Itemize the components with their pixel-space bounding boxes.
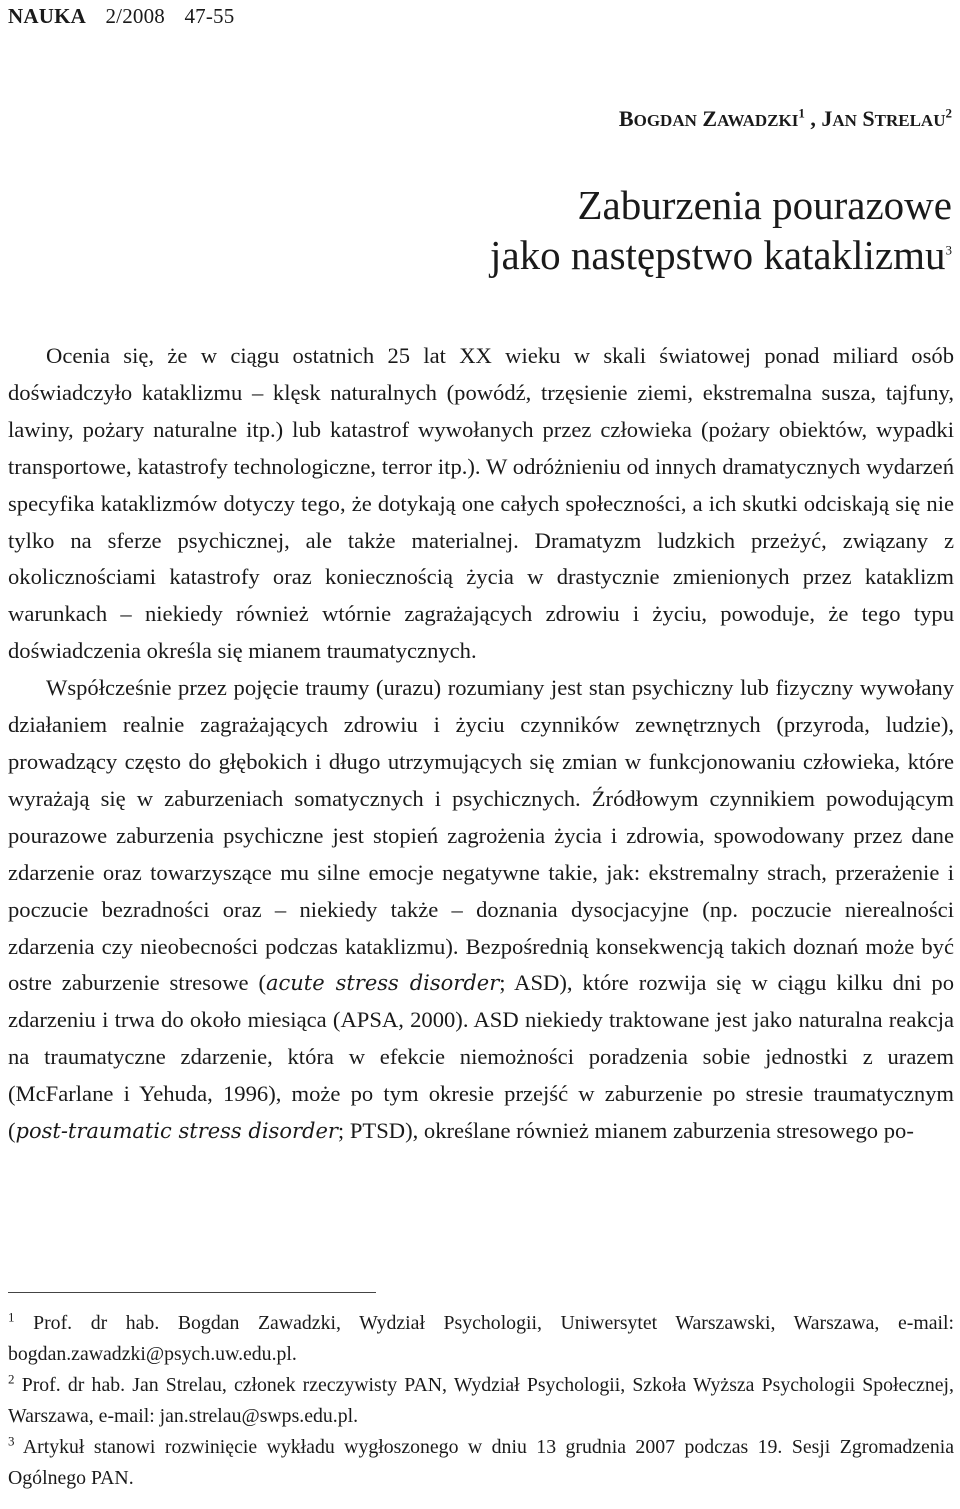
author-separator: , (804, 106, 822, 131)
author-line (619, 106, 952, 132)
footnote-mark: 3 (8, 1433, 15, 1449)
author-1-footnote-mark: 1 (798, 105, 805, 121)
article-title (490, 180, 952, 280)
footnotes (8, 1308, 954, 1494)
issue-number: 2/2008 (105, 4, 165, 28)
paragraph-1: Ocenia się, że w ciągu ostatnich 25 lat XX wieku w skali światowej ponad miliard osób doświadczyło kataklizmu – klęsk naturalnych (powódź, trzęsienie ziemi, ekstremalna susza, tajfuny, lawiny, pożary naturalne itp.) lub katastrof wywołanych przez człowieka (pożary obiektów, wypadki transportowe, katastrofy technologiczne, terror itp.). W odróżnieniu od innych dramatycznych wydarzeń specyfika kataklizmów dotyczy tego, że dotykają one całych społeczności, a ich skutki odciskają się nie tylko na sferze psychicznej, ale także materialnej. Dramatyzm ludzkich przeżyć, związany z okolicznościami katastrofy oraz koniecznością życia w drastycznie zmienionych przez kataklizm warunkach – niekiedy również wtórnie zagrażających zdrowiu i życiu, powoduje, że tego typu doświadczenia określa się mianem traumatycznych. (8, 343, 954, 664)
footnote-mark: 2 (8, 1371, 15, 1387)
page-range: 47-55 (184, 4, 235, 28)
footnote-divider (8, 1292, 376, 1293)
footnote-mark: 1 (8, 1309, 15, 1325)
author-2-footnote-mark: 2 (945, 105, 952, 121)
article-body (8, 338, 954, 1150)
author-2: JAN STRELAU$^2$ (821, 105, 952, 131)
footnote-2 (8, 1370, 954, 1432)
journal-name: NAUKA (8, 4, 86, 28)
footnote-text: Prof. dr hab. Jan Strelau, członek rzeczywisty PAN, Wydział Psychologii, Szkoła Wyższa Psychologii Społecznej, Warszawa, e-mail: jan.strelau@swps.edu.pl. (8, 1374, 954, 1427)
term-ptsd: post-traumatic stress disorder (15, 1119, 338, 1144)
title-line-1: Zaburzenia pourazowe (577, 182, 952, 228)
author-1: BOGDAN ZAWADZKI$^1$ (618, 105, 805, 131)
footnote-text: Prof. dr hab. Bogdan Zawadzki, Wydział Psychologii, Uniwersytet Warszawski, Warszawa, e-mail: bogdan.zawadzki@psych.uw.edu.pl. (8, 1312, 954, 1365)
paragraph-2: Współcześnie przez pojęcie traumy (urazu) rozumiany jest stan psychiczny lub fizyczny wywołany działaniem realnie zagrażających zdrowiu i życiu czynników zewnętrznych (przyroda, ludzie), prowadzący często do głębokich i długo utrzymujących się zmian w funkcjonowaniu człowieka, które wyrażają się w zaburzeniach somatycznych i psychicznych. Źródłowym czynnikiem powodującym pourazowe zaburzenia psychiczne jest stopień zagrożenia życia i zdrowia, spowodowany przez dane zdarzenie oraz towarzyszące mu silne emocje negatywne takie, jak: ekstremalny strach, przerażenie i poczucie bezradności oraz – niekiedy także – doznania dysocjacyjne (np. poczucie nierealności zdarzenia czy nieobecności podczas kataklizmu). Bezpośrednią konsekwencją takich doznań może być ostre zaburzenie stresowe (acute stress disorder; ASD), które rozwija się w ciągu kilku dni po zdarzeniu i trwa do około miesiąca (APSA, 2000). ASD niekiedy traktowane jest jako naturalna reakcja na traumatyczne zdarzenie, która w efekcie niemożności poradzenia sobie jednostki z urazem (McFarlane i Yehuda, 1996), może po tym okresie przejść w zaburzenie po stresie traumatycznym (post-traumatic stress disorder; PTSD), określane również mianem zaburzenia stresowego po- (8, 675, 954, 1144)
footnote-3 (8, 1432, 954, 1494)
title-footnote-mark: 3 (945, 242, 952, 258)
footnote-text: Artykuł stanowi rozwinięcie wykładu wygłoszonego w dniu 13 grudnia 2007 podczas 19. Sesji Zgromadzenia Ogólnego PAN. (8, 1436, 954, 1489)
running-header (8, 4, 234, 29)
footnote-1 (8, 1308, 954, 1370)
title-line-2: jako następstwo kataklizmu$^3$ (490, 232, 952, 278)
term-acute-stress-disorder: acute stress disorder (265, 971, 500, 996)
